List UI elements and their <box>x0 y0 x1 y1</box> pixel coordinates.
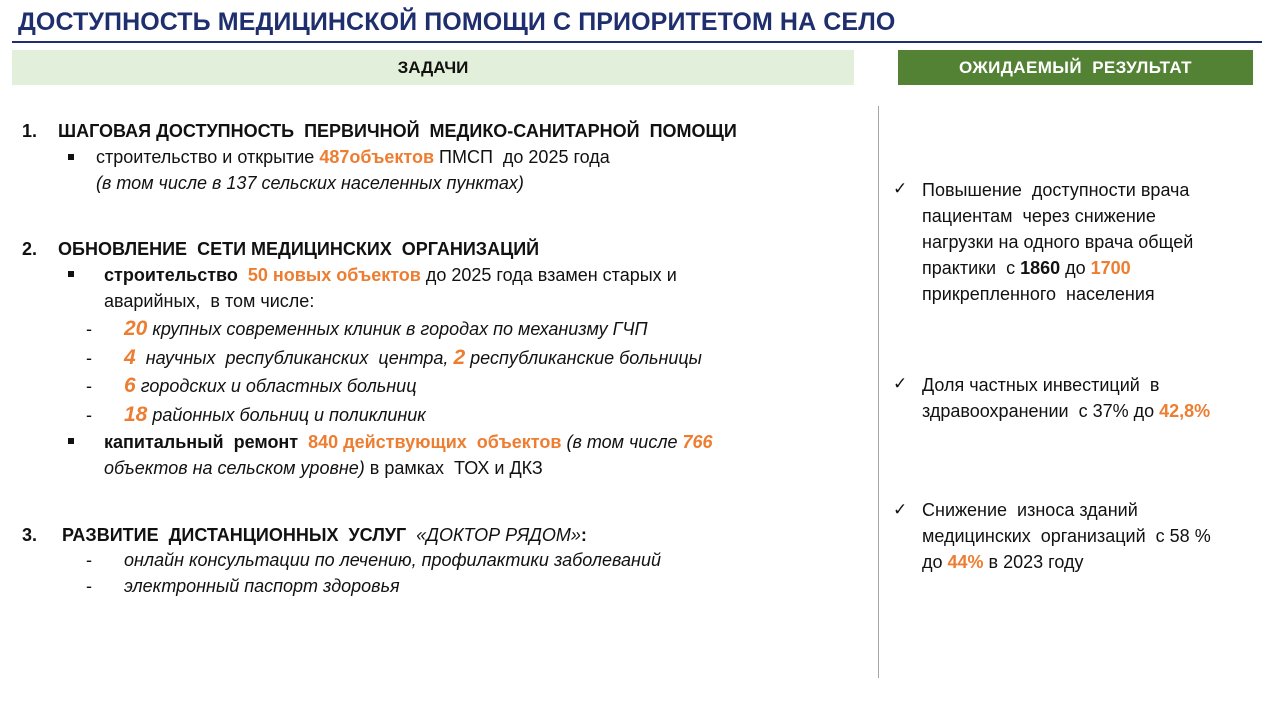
task2-dash3 <box>124 373 416 399</box>
dash-icon: - <box>86 405 92 425</box>
task2-heading: ОБНОВЛЕНИЕ СЕТИ МЕДИЦИНСКИХ ОРГАНИЗАЦИЙ <box>58 239 540 259</box>
result3-line3 <box>922 549 1083 575</box>
task2-d2-num1: 4 <box>124 346 136 369</box>
task2-b1-num: 50 новых объектов <box>247 265 421 285</box>
result1-line1: Повышение доступности врача <box>922 180 1190 200</box>
result1-to: 1700 <box>1090 258 1131 278</box>
result3-l3-post: в 2023 году <box>983 552 1084 572</box>
task2-b2-line2-italic: объектов на сельском уровне) <box>104 458 365 478</box>
task2-d2-text2: республиканские больницы <box>465 348 702 368</box>
dash-icon: - <box>86 319 92 339</box>
title-underline <box>12 41 1262 43</box>
task2-d1-num: 20 <box>124 317 148 340</box>
task3-dash2: электронный паспорт здоровья <box>124 576 400 596</box>
task3-heading-colon: : <box>580 525 587 545</box>
results-header-label: ОЖИДАЕМЫЙ РЕЗУЛЬТАТ <box>959 57 1192 77</box>
task2-number: 2. <box>22 239 38 259</box>
task2-d2-text1: научных республиканских центра, <box>135 348 454 368</box>
result2-val: 42,8% <box>1159 401 1211 421</box>
result1-from: 1860 <box>1020 258 1061 278</box>
result1-line3: нагрузки на одного врача общей <box>922 232 1194 252</box>
task2-b2-num: 840 действующих объектов <box>308 432 562 452</box>
task3-heading-text: РАЗВИТИЕ ДИСТАНЦИОННЫХ УСЛУГ <box>62 525 407 545</box>
task1-b1-pre: строительство и открытие <box>96 147 320 167</box>
task1-b1-num: 487объектов <box>319 147 435 167</box>
task2-b2-line2 <box>104 455 543 481</box>
task2-b2-paren: (в том числе <box>566 432 683 452</box>
page-title: ДОСТУПНОСТЬ МЕДИЦИНСКОЙ ПОМОЩИ С ПРИОРИТЕТОМ НА СЕЛО <box>18 8 896 36</box>
checkmark-icon: ✓ <box>893 179 908 198</box>
checkmark-icon: ✓ <box>893 500 908 519</box>
result1-line4 <box>922 255 1131 281</box>
result2-line1: Доля частных инвестиций в <box>922 375 1160 395</box>
column-divider <box>878 106 879 678</box>
task3-dash1: онлайн консультации по лечению, профилактики заболеваний <box>124 550 661 570</box>
task2-b2-line2-rest: в рамках ТОХ и ДКЗ <box>364 458 543 478</box>
result3-l3-pre: до <box>922 552 948 572</box>
results-header <box>898 50 1253 85</box>
task2-d1-text: крупных современных клиник в городах по механизму ГЧП <box>147 319 648 339</box>
result1-line2: пациентам через снижение <box>922 206 1156 226</box>
task2-bullet1 <box>104 262 677 288</box>
task2-d2-num2: 2 <box>453 346 466 369</box>
task1-bullet1 <box>96 144 610 170</box>
task2-dash1 <box>124 316 648 342</box>
task3-number: 3. <box>22 525 38 545</box>
result1-line5: прикрепленного населения <box>922 284 1155 304</box>
bullet-square-icon <box>68 154 74 160</box>
tasks-header: ЗАДАЧИ <box>12 50 854 85</box>
task1-number: 1. <box>22 121 38 141</box>
task2-b1-post: до 2025 года взамен старых и <box>420 265 677 285</box>
task2-bullet2 <box>104 429 713 455</box>
task2-d3-text: городских и областных больниц <box>135 376 417 396</box>
task2-dash2 <box>124 345 702 371</box>
bullet-square-icon <box>68 271 74 277</box>
bullet-square-icon <box>68 438 74 444</box>
dash-icon: - <box>86 576 92 596</box>
result1-l4-pre: практики с <box>922 258 1021 278</box>
task2-b2-num2: 766 <box>682 432 713 452</box>
result2-line2 <box>922 398 1210 424</box>
task2-dash4 <box>124 402 426 428</box>
task1-b1-post: ПМСП до 2025 года <box>434 147 610 167</box>
dash-icon: - <box>86 348 92 368</box>
task1-heading: ШАГОВАЯ ДОСТУПНОСТЬ ПЕРВИЧНОЙ МЕДИКО-САНИТАРНОЙ ПОМОЩИ <box>58 121 737 141</box>
checkmark-icon: ✓ <box>893 374 908 393</box>
task3-heading <box>62 522 587 548</box>
result1-mid: до <box>1060 258 1091 278</box>
task2-b2-lead: капитальный ремонт <box>104 432 299 452</box>
result2-l2-pre: здравоохранении с 37% до <box>922 401 1160 421</box>
task2-b1-line2: аварийных, в том числе: <box>104 291 315 311</box>
result3-line1: Снижение износа зданий <box>922 500 1138 520</box>
task2-d3-num: 6 <box>124 374 136 397</box>
task1-b1-note: (в том числе в 137 сельских населенных пунктах) <box>96 173 524 193</box>
result3-val: 44% <box>947 552 984 572</box>
task3-heading-italic: «ДОКТОР РЯДОМ» <box>416 525 581 545</box>
result3-line2: медицинских организаций с 58 % <box>922 526 1211 546</box>
task2-d4-text: районных больниц и поликлиник <box>147 405 426 425</box>
dash-icon: - <box>86 550 92 570</box>
dash-icon: - <box>86 376 92 396</box>
task2-d4-num: 18 <box>124 403 148 426</box>
task2-b1-lead: строительство <box>104 265 238 285</box>
